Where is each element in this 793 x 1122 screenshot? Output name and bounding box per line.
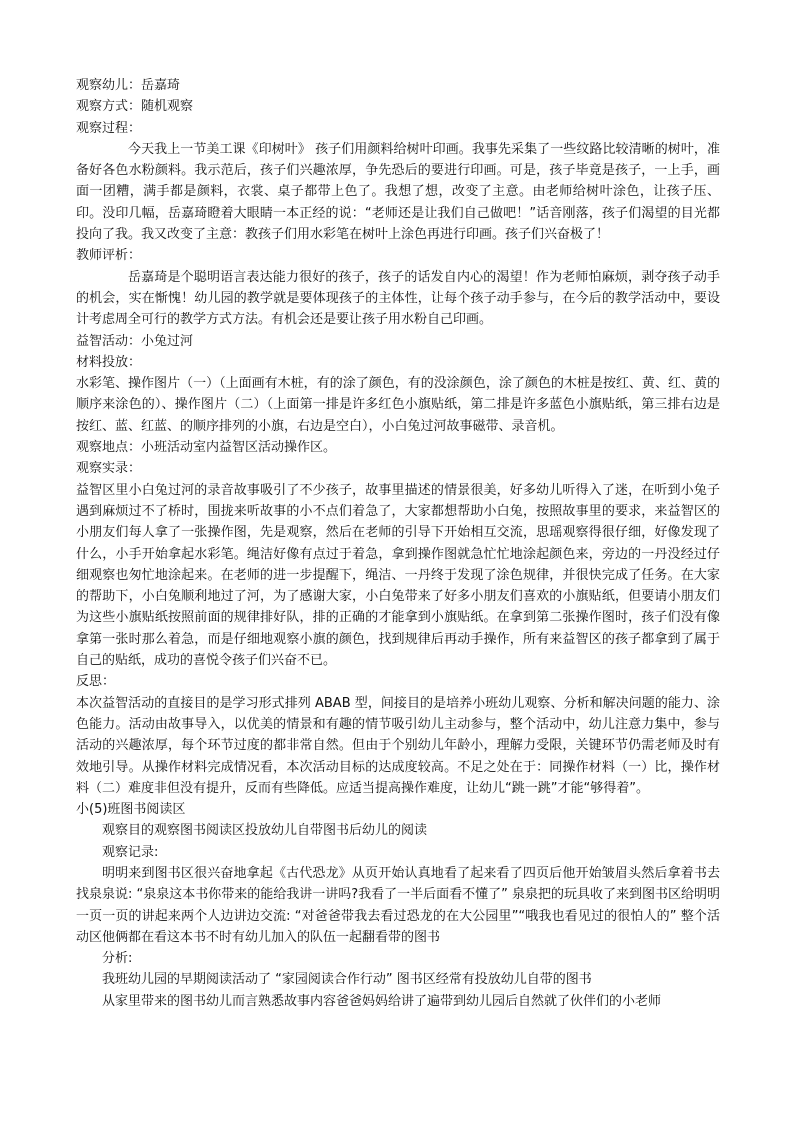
review-heading: 教师评析： xyxy=(76,248,142,264)
reflection-heading: 反思： xyxy=(76,674,116,690)
process-paragraph: 今天我上一节美工课《印树叶》 孩子们用颜料给树叶印画。我事先采集了一些纹路比较清晰的树叶，准备好各色水粉颜料。我示范后，孩子们兴趣浓厚，争先恐后的要进行印画。可是，孩子毕竟是孩子，一上手，画面一团糟，满手都是颜料，衣裳、桌子都带上色了。我想了想，改变了主意。由老师给树叶涂色，让孩子压、印。没印几幅，岳嘉琦瞪着大眼睛一本正经的说：“老师还是让我们自己做吧！”话音刚落，孩子们渴望的目光都投向了我。我又改变了主意：教孩子们用水彩笔在树叶上涂色再进行印画。孩子们兴奋极了！ xyxy=(76,141,720,243)
document-page xyxy=(76,75,720,1012)
record-heading: 观察实录： xyxy=(76,461,142,477)
materials-paragraph: 水彩笔、操作图片（一）（上面画有木桩，有的涂了颜色，有的没涂颜色，涂了颜色的木桩是按红、黄、红、黄的顺序来涂色的）、操作图片（二）（上面第一排是许多红色小旗贴纸，第二排是许多蓝色小旗贴纸，第三排右边是按红、蓝、红蓝、的顺序排列的小旗，右边是空白），小白兔过河故事磁带、录音机。 xyxy=(76,376,720,434)
reading-record-paragraph: 明明来到图书区很兴奋地拿起《古代恐龙》从页开始认真地看了起来看了四页后他开始皱眉头然后拿着书去找泉泉说: “泉泉这本书你带来的能给我讲一讲吗?我看了一半后面看不懂了” 泉泉把的玩具收了来到图书区给明明一页一页的讲起来两个人边讲边交流: “对爸爸带我去看过恐龙的在大公园里”“哦我也看见过的很怕人的” 整个活动区他俩都在看这本书不时有幼儿加入的队伍一起翻看带的图书 xyxy=(76,865,721,945)
analysis-line-1: 我班幼儿园的早期阅读活动了 “家园阅读合作行动” 图书区经常有投放幼儿自带的图书 xyxy=(102,972,592,988)
materials-heading: 材料投放： xyxy=(76,354,142,370)
reading-area-title: 小(5)班图书阅读区 xyxy=(76,802,186,818)
observation-location: 观察地点：小班活动室内益智区活动操作区。 xyxy=(76,440,337,456)
record-paragraph: 益智区里小白兔过河的录音故事吸引了不少孩子，故事里描述的情景很美，好多幼儿听得入了迷，在听到小兔子遇到麻烦过不了桥时，围拢来听故事的小不点们着急了，大家都想帮助小白兔，按照故事里的要求，来益智区的小朋友们每人拿了一张操作图，先是观察，然后在老师的引导下开始相互交流，思瑶观察得很仔细，好像发现了什么，小手开始拿起水彩笔。绳洁好像有点过于着急，拿到操作图就急忙忙地涂起颜色来，旁边的一丹没经过仔细观察也匆忙地涂起来。在老师的进一步提醒下，绳洁、一丹终于发现了涂色规律，并很快完成了任务。在大家的帮助下，小白兔顺利地过了河，为了感谢大家，小白兔带来了好多小朋友们喜欢的小旗贴纸，但要请小朋友们为这些小旗贴纸按照前面的规律排好队，排的正确的才能拿到小旗贴纸。在拿到第二张操作图时，孩子们没有像拿第一张时那么着急，而是仔细地观察小旗的颜色，找到规律后再动手操作，所有来益智区的孩子都拿到了属于自己的贴纸，成功的喜悦令孩子们兴奋不已。 xyxy=(76,482,720,669)
reading-record-heading: 观察记录: xyxy=(102,844,159,860)
process-heading: 观察过程： xyxy=(76,120,142,136)
reading-purpose: 观察目的观察图书阅读区投放幼儿自带图书后幼儿的阅读 xyxy=(102,823,428,839)
observation-method: 观察方式：随机观察 xyxy=(76,99,194,115)
review-paragraph: 岳嘉琦是个聪明语言表达能力很好的孩子，孩子的话发自内心的渴望！作为老师怕麻烦，剥夺孩子动手的机会，实在惭愧！幼儿园的教学就是要体现孩子的主体性，让每个孩子动手参与，在今后的教学活动中，要设计考虑周全可行的教学方式方法。有机会还是要让孩子用水粉自己印画。 xyxy=(76,269,720,328)
analysis-heading: 分析: xyxy=(102,951,133,967)
reflection-paragraph: 本次益智活动的直接目的是学习形式排列 ABAB 型，间接目的是培养小班幼儿观察、分析和解决问题的能力、涂色能力。活动由故事导入，以优美的情景和有趣的情节吸引幼儿主动参与，整个活动中，幼儿注意力集中，参与活动的兴趣浓厚，每个环节过度的都非常自然。但由于个别幼儿年龄小，理解力受限，关键环节仍需老师及时有效地引导。从操作材料完成情况看，本次活动目标的达成度较高。不足之处在于：同操作材料（一）比，操作材料（二）难度非但没有提升，反而有些降低。应适当提高操作难度，让幼儿“跳一跳”才能“够得着”。 xyxy=(76,695,720,796)
observed-child: 观察幼儿：岳嘉琦 xyxy=(76,78,181,93)
activity-title: 益智活动：小兔过河 xyxy=(76,333,194,349)
analysis-line-2: 从家里带来的图书幼儿而言熟悉故事内容爸爸妈妈给讲了遍带到幼儿园后自然就了伙伴们的小老师 xyxy=(102,993,662,1009)
